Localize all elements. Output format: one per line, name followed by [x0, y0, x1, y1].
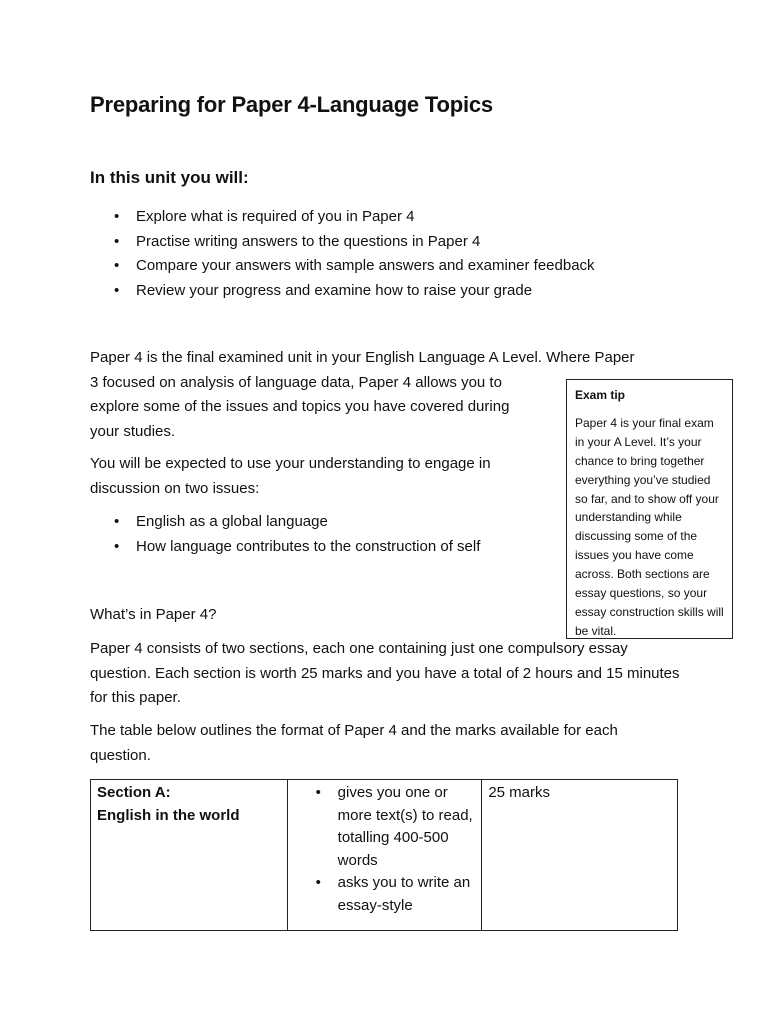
exam-tip-text: Paper 4 is your final exam in your A Level. It’s your chance to bring together everything you’ve studied so far, and to show off your understanding while discussing some of the issues you have come across. Both sections are essay questions, so your essay construction skills will be vital. — [575, 415, 724, 638]
table-intro-paragraph: The table below outlines the format of Paper 4 and the marks available for each question. — [90, 722, 618, 764]
issues-list — [90, 510, 480, 559]
section-name: English in the world — [97, 806, 240, 824]
list-item: • Explore what is required of you in Paper 4 — [90, 205, 595, 230]
section-cell — [91, 780, 288, 931]
expectation-paragraph: You will be expected to use your understanding to engage in discussion on two issues: — [90, 455, 491, 497]
whats-in-paper-heading: What’s in Paper 4? — [90, 606, 217, 623]
list-item: • gives you one or more text(s) to read, totalling 400-500 words — [292, 782, 476, 872]
exam-tip-title: Exam tip — [575, 388, 626, 402]
paper-format-table — [90, 779, 678, 931]
marks-cell: 25 marks — [482, 780, 678, 931]
details-cell — [287, 780, 482, 931]
details-list — [292, 782, 476, 917]
list-item: • Practise writing answers to the questions in Paper 4 — [90, 230, 595, 255]
section-label: Section A: — [97, 784, 171, 801]
list-item: • English as a global language — [90, 510, 480, 535]
list-item: • How language contributes to the construction of self — [90, 535, 480, 560]
list-item: • Compare your answers with sample answers and examiner feedback — [90, 254, 595, 279]
page-title: Preparing for Paper 4-Language Topics — [90, 92, 493, 117]
unit-objectives-list — [90, 205, 595, 304]
table-row — [91, 780, 678, 931]
unit-heading: In this unit you will: — [90, 168, 249, 187]
paper-sections-paragraph: Paper 4 consists of two sections, each one containing just one compulsory essay question. Each section is worth 25 marks and you have a total of 2 hours and 15 minutes for this paper. — [90, 640, 680, 706]
exam-tip-box — [566, 379, 733, 639]
intro-line-1: Paper 4 is the final examined unit in your English Language A Level. Where Paper — [90, 349, 635, 366]
list-item: • asks you to write an essay-style — [292, 872, 476, 917]
list-item: • Review your progress and examine how to raise your grade — [90, 279, 595, 304]
intro-rest: 3 focused on analysis of language data, Paper 4 allows you to explore some of the issues and topics you have covered during your studies. — [90, 373, 510, 440]
